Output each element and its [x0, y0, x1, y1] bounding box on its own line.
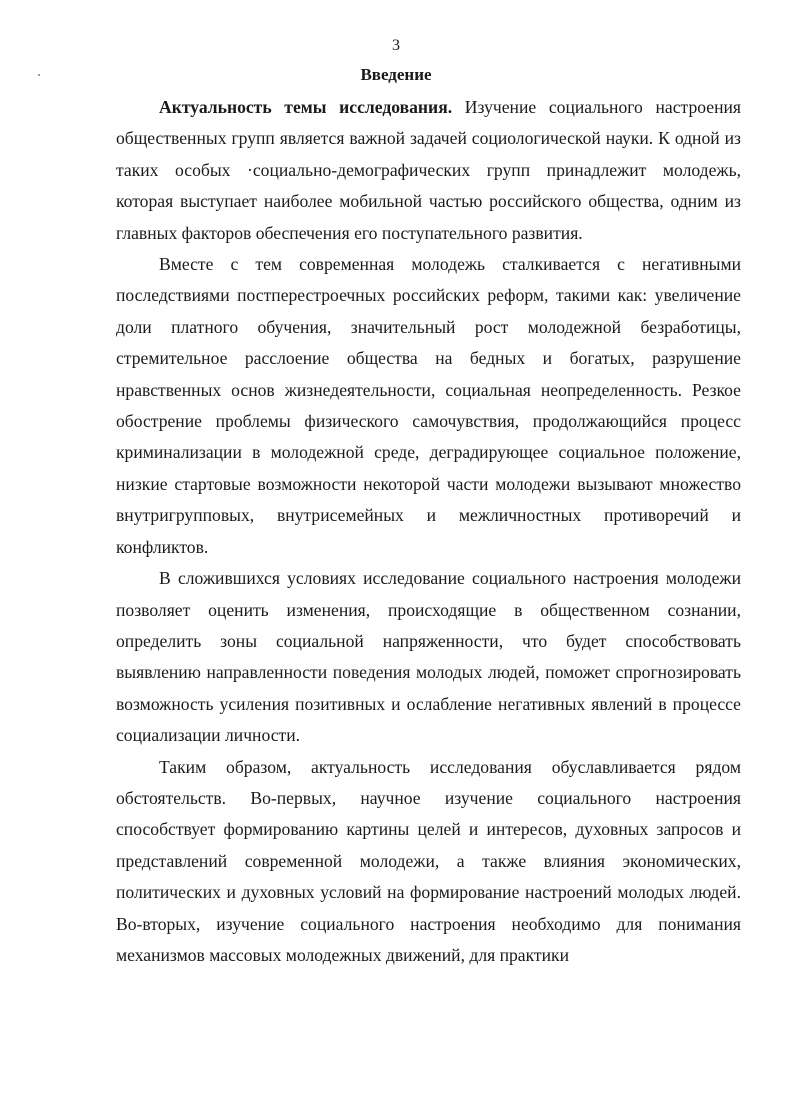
- section-heading: Введение: [360, 65, 432, 84]
- document-body: [116, 92, 741, 971]
- paragraph-text: Таким образом, актуальность исследования обуславливается рядом обстоятельств. Во-первых, научное изучение социального настроения способствует формированию картины целей и интересов, духовных запросов и представлений современной молодежи, а также влияния экономических, политических и духовных условий на формирование настроений молодых людей. Во-вторых, изучение социального настроения необходимо для понимания механизмов массовых молодежных движений, для практики: [116, 756, 741, 965]
- page-number: 3: [392, 37, 400, 54]
- paragraph-problems: [116, 249, 741, 563]
- paragraph-conditions: [116, 563, 741, 751]
- paragraph-text: В сложившихся условиях исследование социального настроения молодежи позволяет оценить изменения, происходящие в общественном сознании, определить зоны социальной напряженности, что будет способствовать выявлению направленности поведения молодых людей, поможет спрогнозировать возможность усиления позитивных и ослабление негативных явлений в процессе социализации личности.: [116, 568, 741, 746]
- paragraph-lead: Актуальность темы исследования.: [159, 97, 453, 117]
- paragraph-conclusion: [116, 752, 741, 972]
- paragraph-text: Вместе с тем современная молодежь сталкивается с негативными последствиями постперестроечных российских реформ, такими как: увеличение доли платного обучения, значительный рост молодежной безработицы, стремительное расслоение общества на бедных и богатых, разрушение нравственных основ жизнедеятельности, социальная неопределенность. Резкое обострение проблемы физического самочувствия, продолжающийся процесс криминализации в молодежной среде, деградирующее социальное положение, низкие стартовые возможности некоторой части молодежи вызывают множество внутригрупповых, внутрисемейных и межличностных противоречий и конфликтов.: [116, 254, 741, 557]
- paragraph-text: Изучение социального настроения общественных групп является важной задачей социологической науки. К одной из таких особых ·социально-демографических групп принадлежит молодежь, которая выступает наиболее мобильной частью российского общества, одним из главных факторов обеспечения его поступательного развития.: [116, 97, 741, 243]
- paragraph-relevance: [116, 92, 741, 249]
